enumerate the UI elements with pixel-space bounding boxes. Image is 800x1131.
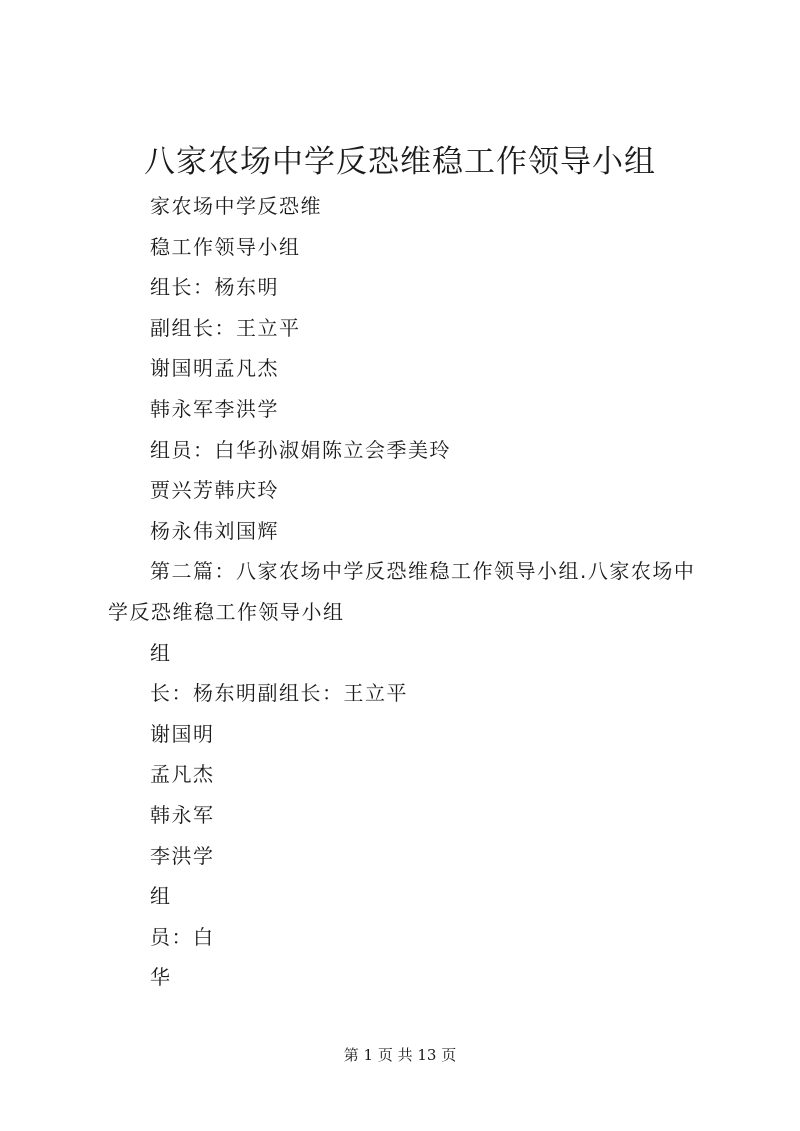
paragraph: 家农场中学反恐维 bbox=[150, 194, 322, 218]
paragraph: 杨永伟刘国辉 bbox=[150, 518, 279, 543]
paragraph: 组 bbox=[150, 884, 172, 909]
paragraph: 稳工作领导小组 bbox=[150, 234, 301, 259]
paragraph: 韩永军 bbox=[150, 802, 215, 827]
paragraph: 孟凡杰 bbox=[150, 762, 215, 787]
paragraph: 组 bbox=[150, 640, 172, 665]
paragraph: 谢国明 bbox=[150, 721, 215, 746]
paragraph: 长：杨东明副组长：王立平 bbox=[150, 681, 408, 706]
paragraph: 副组长：王立平 bbox=[150, 315, 301, 340]
document-title: 八家农场中学反恐维稳工作领导小组 bbox=[144, 144, 656, 180]
paragraph: 李洪学 bbox=[150, 843, 215, 868]
paragraph: 华 bbox=[150, 965, 172, 990]
page-number-footer: 第 1 页 共 13 页 bbox=[343, 1046, 457, 1064]
paragraph: 组长：杨东明 bbox=[150, 275, 279, 300]
paragraph: 第二篇：八家农场中学反恐维稳工作领导小组.八家农场中学反恐维稳工作领导小组 bbox=[108, 559, 696, 624]
document-body bbox=[108, 186, 708, 998]
paragraph: 韩永军李洪学 bbox=[150, 396, 279, 421]
paragraph: 组员：白华孙淑娟陈立会季美玲 bbox=[150, 437, 451, 462]
paragraph: 贾兴芳韩庆玲 bbox=[150, 478, 279, 503]
paragraph: 谢国明孟凡杰 bbox=[150, 356, 279, 381]
paragraph: 员：白 bbox=[150, 924, 215, 949]
